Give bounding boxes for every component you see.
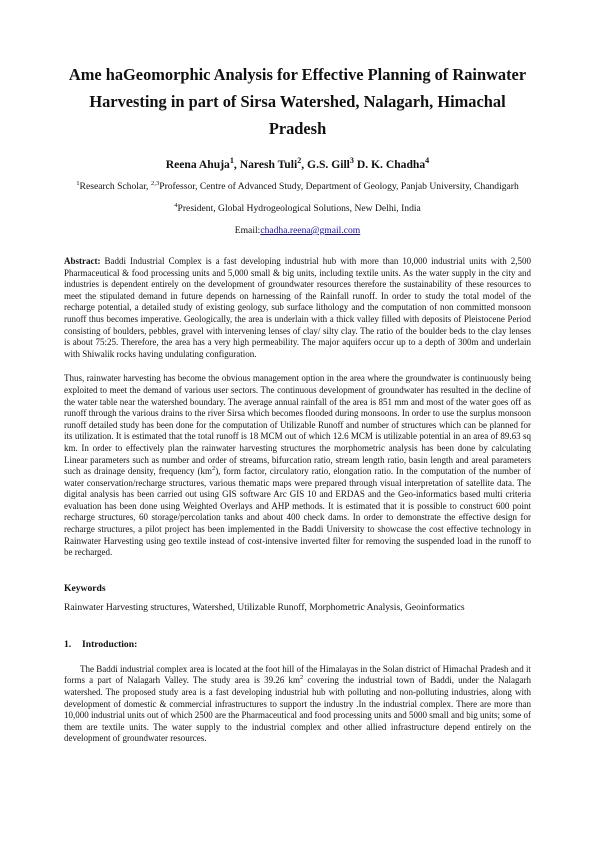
author-separator: , [301,158,308,171]
author-name: D. K. Chadha [356,158,426,171]
section-title: Introduction: [82,638,138,650]
affiliation-superscript: 4 [174,201,178,209]
introduction-paragraph [64,664,531,745]
affiliation-superscript: 2,3 [150,179,160,187]
paper-title: Ame haGeomorphic Analysis for Effective Planning of Rainwater Harvesting in part of Sirsa Watershed, Nalagarh, Himachal Pradesh [68,65,527,138]
keywords-text: Rainwater Harvesting structures, Watershed, Utilizable Runoff, Morphometric Analysis, Geoinformatics [64,601,465,613]
section-heading-introduction [64,639,531,650]
affiliation-line [64,202,531,216]
author-name: Reena Ahuja [165,158,230,171]
email-label: Email: [234,225,261,236]
email-line [64,224,531,238]
paragraph-text: covering the industrial town of Baddi, under the Nalagarh watershed. The proposed study area is a fast developing industrial hub with polluting and non-polluting industries, along with development of domestic & commercial infrastructures to support the industry .In the industrial complex. There are more than 10,000 industrial units out of which 2500 are the Pharmaceutical and food processing units and 5000 small and big units; some of them are textile units. The water supply to the industrial complex and other allied infrastructure depend entirely on the development of groundwater resources. [64,675,531,744]
paragraph-text: Thus, rainwater harvesting has become the obvious management option in the area where the groundwater is continuously being exploited to meet the demand of various user sectors. The continuous development of groundwater has resulted in the decline of the water table near the watershed boundary. The average annual rainfall of the area is 851 mm and most of the water goes off as runoff through the various drains to the river Sirsa which becomes flooded during monsoons. In order to use the surplus monsoon runoff detailed study has been done for the computation of Utilizable Runoff and number of structures which can be planned for its utilization. It is estimated that the total runoff is 18 MCM out of which 12.6 MCM is utilizable potential in an area of 89.63 sq km. In order to effectively plan the rainwater harvesting structures the morphometric analysis has been done by calculating Linear parameters such as number and order of streams, bifurcation ratio, stream length ratio, basin length and areal parameters such as drainage density, frequency (km [64,373,531,477]
abstract-label: Abstract: [64,256,101,266]
paragraph-text: ), form factor, circulatory ratio, elongation ratio. In the computation of the number of water conservation/recharge structures, various thematic maps were prepared through visual interpretation of satellite data. The digital analysis has been carried out using GIS software Arc GIS 10 and ERDAS and the Geo-informatics based multi criteria evaluation has been done using Weighted Overlays and AHP methods. It is estimated that it is possible to construct 600 point recharge structures, 60 storage/percolation tanks and about 400 check dams. In order to demonstrate the effective design for recharge structures, a pilot project has been implemented in the Baddi University to showcase the cost effective technology in Rainwater Harvesting using geo textile instead of cost-intensive inverted filter for removing the suspended load in the runoff to be recharged. [64,466,531,558]
paragraph-text: The Baddi industrial complex area is located at the foot hill of the Himalayas in the Solan district of Himachal Pradesh and it forms a part of Nalagarh Valley. The study area is 39.26 km [64,663,531,686]
body-paragraph [64,373,531,559]
author-superscript: 3 [349,156,354,166]
section-number: 1. [64,638,72,650]
affiliation-text: President, Global Hydrogeological Solutions, New Delhi, India [177,203,421,214]
affiliation-text: Research Scholar, [79,181,151,192]
author-name: G.S. Gill [307,158,350,171]
email-link[interactable]: chadha.reena@gmail.com [260,225,361,236]
author-superscript: 2 [297,156,302,166]
author-superscript: 4 [425,156,430,166]
author-name: Naresh Tuli [239,158,298,171]
author-superscript: 1 [229,156,234,166]
affiliation-text: Professor, Centre of Advanced Study, Department of Geology, Panjab University, Chandigarh [159,181,519,192]
author-separator: , [233,158,240,171]
superscript: 2 [212,465,216,473]
affiliation-line [56,180,539,194]
abstract-paragraph [64,256,531,360]
keywords-heading: Keywords [64,582,106,594]
superscript: 2 [300,674,304,682]
author-list [64,157,531,173]
affiliation-superscript: 1 [76,179,80,187]
abstract-text: Baddi Industrial Complex is a fast developing industrial hub with more than 10,000 industrial units with 2,500 Pharmaceutical & food processing units and 5,000 small & big units, including textile units. As the water supply in the city and industries is dependent entirely on the development of groundwater resources therefore the sustainability of these resources to meet the stipulated demand in future depends on harnessing of the Rainfall runoff. In order to study the total model of the recharge potential, a detailed study of existing geology, sub surface lithology and the computation of non committed monsoon runoff thus becomes imperative. Geologically, the area is underlain with a thick valley filled with deposits of Pleistocene Period consisting of boulders, pebbles, gravel with intervening lenses of clay/ silty clay. The ratio of the boulder beds to the clay lenses is about 75:25. Therefore, the area has a very high permeability. The major aquifers occur up to a depth of 300m and underlain with Shiwalik rocks having undulating configuration. [64,256,531,359]
